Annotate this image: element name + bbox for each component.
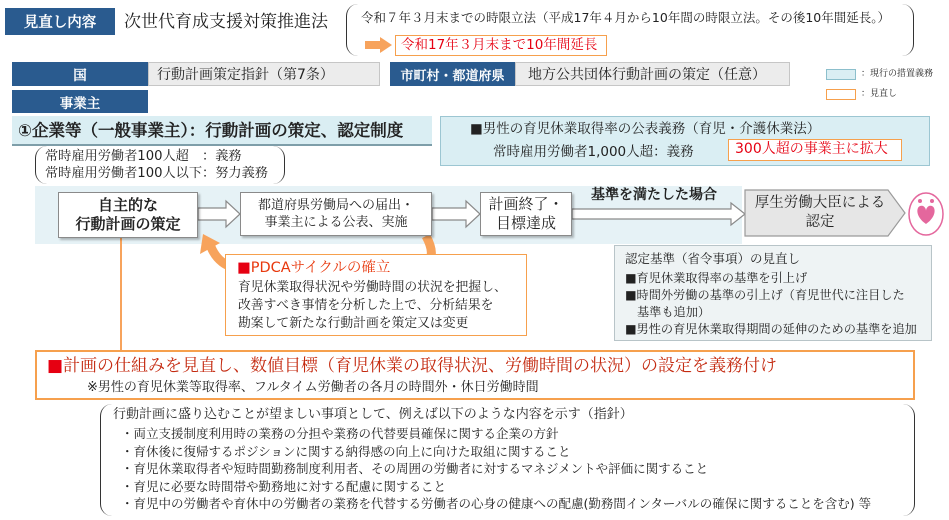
disclosure-current-scope: 常時雇用労働者1,000人超：義務 [493, 144, 694, 160]
numeric-targets-box [35, 350, 915, 400]
criteria-title: 認定基準（省令事項）の見直し [625, 251, 801, 266]
pdca-line-1: 育児休業取得状況や労働時間の状況を把握し、 [238, 280, 507, 295]
guideline-item-1: ・両立支援制度利用時の業務の分担や業務の代替要員確保に関する企業の方針 [121, 426, 559, 441]
criteria-item-2: ■時間外労働の基準の引上げ（育児世代に注目した [625, 288, 905, 302]
review-content-label: 見直し内容 [5, 8, 115, 35]
pdca-line-2: 改善すべき事情を分析した上で、分析結果を [238, 298, 494, 313]
local-plan-box: 地方公共団体行動計画の策定（任意） [515, 62, 790, 86]
flow-arrow-2-icon [432, 201, 480, 227]
national-label: 国 [12, 62, 148, 86]
flow-step-1-line-1: 自主的な [97, 196, 158, 214]
flow-step-3-line-2: 目標達成 [495, 214, 556, 232]
criteria-item-3: ■男性の育児休業取得期間の延伸のための基準を追加 [625, 322, 917, 336]
flow-step-certification [745, 190, 895, 236]
guideline-intro: 行動計画に盛り込むことが望ましい事項として、例えば以下のような内容を示す（指針） [113, 407, 633, 422]
obligation-small-employer: 常時雇用労働者100人以下：努力義務 [45, 166, 268, 181]
numeric-targets-text: 計画の仕組みを見直し、数値目標（育児休業の取得状況、労働時間の状況）の設定を義務付け [63, 356, 778, 376]
employer-size-bracket [35, 146, 285, 184]
obligation-large-employer: 常時雇用労働者100人超 ：義務 [45, 149, 242, 164]
criteria-item-1: ■育児休業取得率の基準を引上げ [625, 271, 808, 285]
legend-review-text: ：見直し [861, 89, 898, 99]
guideline-item-4: ・育児に必要な時間帯や勤務地に対する配慮に関すること [121, 478, 447, 494]
flow-step-voluntary-plan [58, 192, 198, 238]
numeric-targets-title [47, 355, 777, 377]
flow-step-2-line-2: 事業主による公表、実施 [264, 215, 408, 230]
pdca-title [237, 259, 390, 278]
pdca-title-text: PDCAサイクルの確立 [250, 260, 391, 276]
flow-step-3-line-1: 計画終了・ [488, 195, 564, 213]
guideline-item-5: ・育児中の労働者や育休中の労働者の業務を代替する労働者の心身の健康への配慮(勤務間インターバルの確保に関することを含む) 等 [121, 496, 872, 511]
law-title: 次世代育成支援対策推進法 [124, 12, 328, 32]
period-extension-box: 令和17年３月末まで10年間延長 [395, 35, 607, 56]
flow-step-submission [240, 192, 432, 236]
disclosure-title: ■男性の育児休業取得率の公表義務（育児・介護休業法） [470, 121, 821, 137]
disclosure-expansion-box: 300人超の事業主に拡大 [728, 139, 902, 161]
section-title: ①企業等（一般事業主）：行動計画の策定、認定制度 [12, 116, 432, 146]
pdca-box [225, 254, 527, 336]
flow-arrow-1-icon [198, 201, 240, 227]
period-current-text: 令和７年３月末までの時限立法（平成17年４月から10年間の時限立法。その後10年間延長。） [361, 10, 890, 25]
legend-review-swatch [826, 89, 856, 100]
guideline-bracket [100, 404, 915, 516]
flow-step-2-line-1: 都道府県労働局への届出・ [257, 198, 414, 213]
flow-condition-label: 基準を満たした場合 [591, 187, 717, 203]
guideline-item-2: ・育休後に復帰するポジションに関する納得感の向上に向けた取組に関すること [121, 443, 571, 459]
certification-criteria-box [614, 245, 932, 341]
numeric-targets-note: ※男性の育児休業等取得率、フルタイム労働者の各月の時間外・休日労働時間 [87, 380, 539, 395]
flow-step-completion [480, 192, 572, 236]
criteria-item-2-continued: 基準も追加） [637, 305, 711, 319]
legend-current-swatch [826, 69, 856, 80]
guideline-item-3: ・育児休業取得者や短時間勤務制度利用者、その周囲の労働者に対するマネジメントや評価に関すること [121, 461, 709, 476]
flow-step-1-line-2: 行動計画の策定 [75, 215, 181, 233]
numeric-targets-marker: ■ [47, 356, 64, 376]
flow-step-4-line-1: 厚生労働大臣による [754, 195, 886, 211]
local-government-label: 市町村・都道府県 [390, 62, 515, 86]
employer-label: 事業主 [12, 90, 148, 113]
legend-current-text: ：現行の措置義務 [861, 69, 934, 79]
pdca-line-3: 勘案して新たな行動計画を策定又は変更 [238, 316, 469, 331]
flow-arrow-3-icon [572, 203, 745, 225]
flow-step-4-line-2: 認定 [805, 214, 835, 230]
kurumin-mark-icon [906, 190, 946, 238]
pdca-marker: ■ [237, 260, 251, 276]
national-guideline-box: 行動計画策定指針（第7条） [148, 62, 380, 86]
